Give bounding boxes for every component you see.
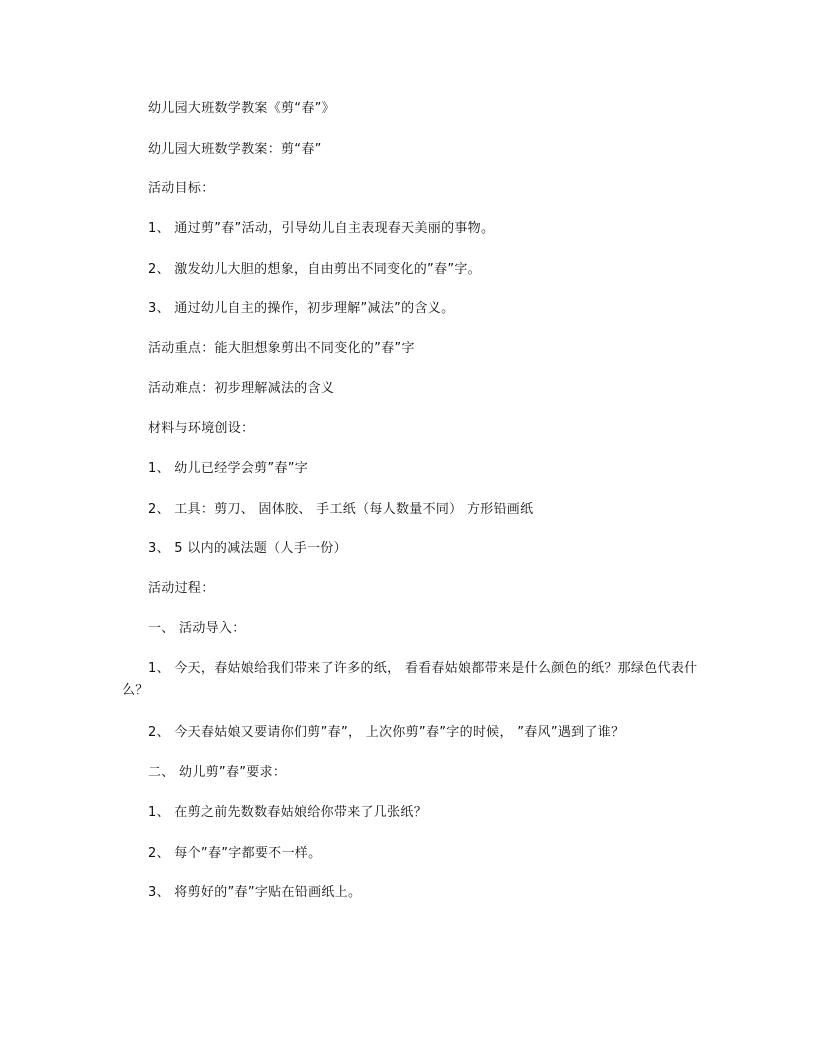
- goal-item: 2、 激发幼儿大胆的想象，自由剪出不同变化的”春”字。: [148, 262, 481, 277]
- key-point: 活动重点：能大胆想象剪出不同变化的”春”字: [148, 341, 415, 356]
- section2-item: 2、 每个”春”字都要不一样。: [148, 846, 322, 861]
- document-title: 幼儿园大班数学教案《剪“春”》: [148, 101, 335, 116]
- goals-heading: 活动目标：: [148, 181, 215, 196]
- difficulty: 活动难点：初步理解减法的含义: [148, 381, 335, 396]
- section2-item: 3、 将剪好的”春”字贴在铅画纸上。: [148, 885, 362, 900]
- section2-heading: 二、 幼儿剪”春”要求：: [148, 765, 287, 780]
- section1-item: 1、 今天，春姑娘给我们带来了许多的纸， 看看春姑娘都带来是什么颜色的纸？那绿色代表什么？: [122, 661, 698, 698]
- material-item: 3、 5 以内的减法题（人手一份）: [148, 541, 347, 556]
- goal-item: 1、 通过剪”春”活动，引导幼儿自主表现春天美丽的事物。: [148, 221, 495, 236]
- process-heading: 活动过程：: [148, 581, 215, 596]
- goal-item: 3、 通过幼儿自主的操作，初步理解”减法”的含义。: [148, 301, 455, 316]
- document-subtitle: 幼儿园大班数学教案：剪“春”: [148, 142, 322, 157]
- section1-heading: 一、 活动导入：: [148, 621, 246, 636]
- section2-item: 1、 在剪之前先数数春姑娘给你带来了几张纸？: [148, 805, 428, 820]
- section1-item: 2、 今天春姑娘又要请你们剪”春”， 上次你剪”春”字的时候， ”春风”遇到了谁？: [148, 725, 625, 740]
- material-item: 2、 工具：剪刀、 固体胶、 手工纸（每人数量不同） 方形铅画纸: [148, 502, 534, 517]
- material-item: 1、 幼儿已经学会剪”春”字: [148, 461, 309, 476]
- materials-heading: 材料与环境创设：: [148, 421, 255, 436]
